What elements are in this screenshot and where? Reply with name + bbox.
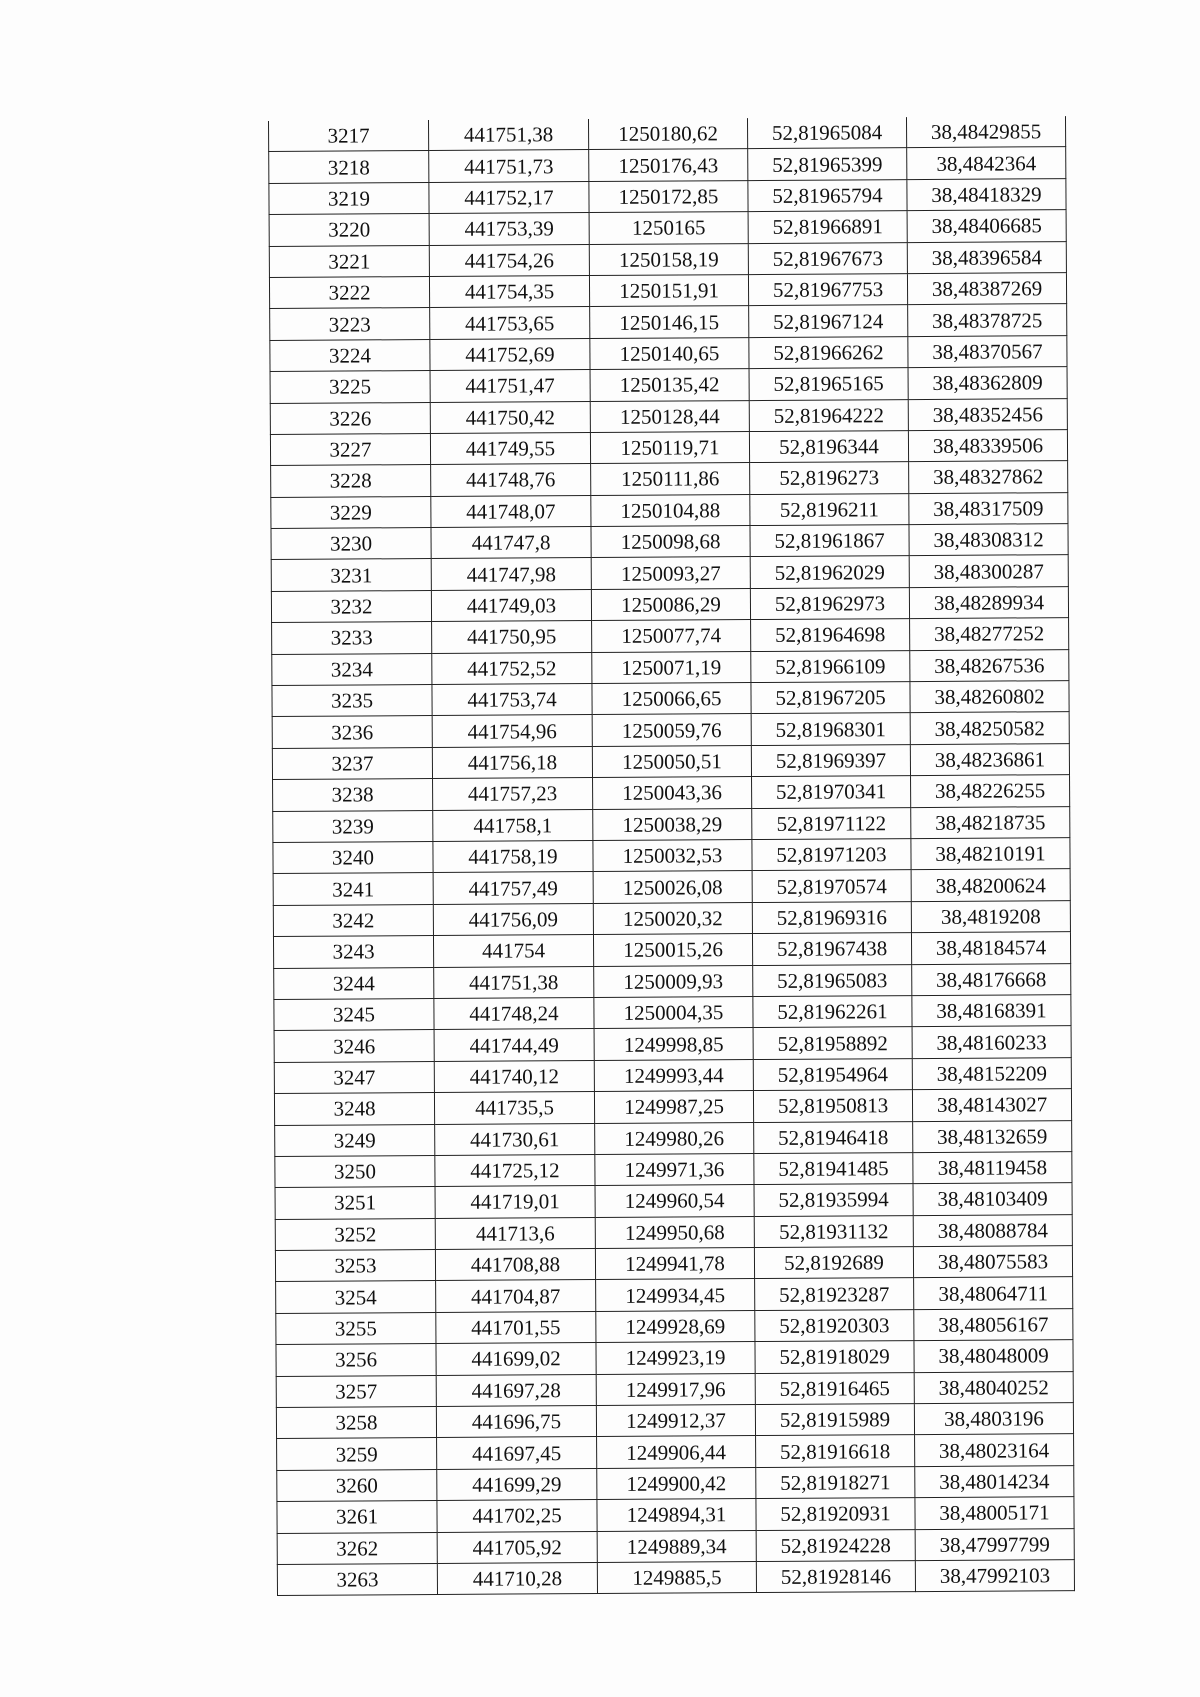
longitude-cell: 38,4819208 <box>911 900 1070 932</box>
longitude-cell: 38,48040252 <box>914 1371 1073 1403</box>
x-coordinate-cell: 441753,39 <box>429 213 589 245</box>
y-coordinate-cell: 1249993,44 <box>594 1059 753 1091</box>
latitude-cell: 52,81967124 <box>749 305 908 337</box>
latitude-cell: 52,81918271 <box>756 1466 915 1498</box>
latitude-cell: 52,81920931 <box>756 1498 915 1530</box>
table-row <box>275 1183 1072 1219</box>
x-coordinate-cell: 441750,95 <box>432 621 592 653</box>
x-coordinate-cell: 441750,42 <box>430 401 590 433</box>
x-coordinate-cell: 441748,76 <box>431 464 591 496</box>
table-row <box>276 1403 1073 1439</box>
latitude-cell: 52,81923287 <box>755 1278 914 1310</box>
x-coordinate-cell: 441751,47 <box>430 370 590 402</box>
latitude-cell: 52,81964698 <box>751 619 910 651</box>
y-coordinate-cell: 1249960,54 <box>595 1185 754 1217</box>
longitude-cell: 38,48387269 <box>907 273 1066 305</box>
longitude-cell: 38,48352456 <box>908 398 1067 430</box>
longitude-cell: 38,48075583 <box>913 1246 1072 1278</box>
point-number-cell: 3229 <box>271 496 431 528</box>
x-coordinate-cell: 441752,52 <box>432 652 592 684</box>
y-coordinate-cell: 1250135,42 <box>590 369 749 401</box>
point-number-cell: 3241 <box>273 873 433 905</box>
point-number-cell: 3262 <box>277 1532 437 1564</box>
point-number-cell: 3238 <box>273 779 433 811</box>
y-coordinate-cell: 1250119,71 <box>590 431 749 463</box>
point-number-cell: 3228 <box>271 465 431 497</box>
x-coordinate-cell: 441754 <box>433 935 593 967</box>
table-row <box>275 1151 1072 1187</box>
y-coordinate-cell: 1250093,27 <box>591 557 750 589</box>
table-row <box>273 775 1070 811</box>
y-coordinate-cell: 1250180,62 <box>588 118 747 150</box>
y-coordinate-cell: 1250165 <box>589 212 748 244</box>
point-number-cell: 3223 <box>270 308 430 340</box>
y-coordinate-cell: 1250032,53 <box>593 840 752 872</box>
longitude-cell: 38,47992103 <box>915 1560 1074 1592</box>
x-coordinate-cell: 441710,28 <box>437 1562 597 1594</box>
point-number-cell: 3239 <box>273 810 433 842</box>
y-coordinate-cell: 1249934,45 <box>596 1279 755 1311</box>
longitude-cell: 38,48160233 <box>912 1026 1071 1058</box>
longitude-cell: 38,48168391 <box>912 995 1071 1027</box>
table-row <box>269 210 1066 246</box>
longitude-cell: 38,48064711 <box>914 1277 1073 1309</box>
longitude-cell: 38,48103409 <box>913 1183 1072 1215</box>
x-coordinate-cell: 441752,69 <box>430 338 590 370</box>
point-number-cell: 3240 <box>273 841 433 873</box>
x-coordinate-cell: 441744,49 <box>434 1029 594 1061</box>
y-coordinate-cell: 1250104,88 <box>591 494 750 526</box>
point-number-cell: 3235 <box>272 685 432 717</box>
y-coordinate-cell: 1250077,74 <box>592 620 751 652</box>
point-number-cell: 3233 <box>272 622 432 654</box>
x-coordinate-cell: 441757,49 <box>433 872 593 904</box>
latitude-cell: 52,8192689 <box>754 1247 913 1279</box>
latitude-cell: 52,81969316 <box>752 901 911 933</box>
table-row <box>269 241 1066 277</box>
table-row <box>270 367 1067 403</box>
x-coordinate-cell: 441719,01 <box>435 1186 595 1218</box>
table-row <box>271 524 1068 560</box>
point-number-cell: 3234 <box>272 653 432 685</box>
y-coordinate-cell: 1250009,93 <box>594 965 753 997</box>
point-number-cell: 3243 <box>273 936 433 968</box>
latitude-cell: 52,81920303 <box>755 1309 914 1341</box>
x-coordinate-cell: 441701,55 <box>436 1311 596 1343</box>
latitude-cell: 52,81924228 <box>756 1529 915 1561</box>
table-row <box>273 869 1070 905</box>
latitude-cell: 52,81966109 <box>751 650 910 682</box>
table-row <box>269 147 1066 183</box>
longitude-cell: 38,48327862 <box>909 461 1068 493</box>
y-coordinate-cell: 1250146,15 <box>590 306 749 338</box>
latitude-cell: 52,8196344 <box>749 431 908 463</box>
latitude-cell: 52,81964222 <box>749 399 908 431</box>
table-row <box>277 1434 1074 1470</box>
longitude-cell: 38,48200624 <box>911 869 1070 901</box>
latitude-cell: 52,81954964 <box>753 1058 912 1090</box>
y-coordinate-cell: 1249971,36 <box>595 1153 754 1185</box>
longitude-cell: 38,48289934 <box>909 586 1068 618</box>
y-coordinate-cell: 1250158,19 <box>589 243 748 275</box>
longitude-cell: 38,48362809 <box>908 367 1067 399</box>
longitude-cell: 38,48370567 <box>908 335 1067 367</box>
table-row <box>270 398 1067 434</box>
x-coordinate-cell: 441748,07 <box>431 495 591 527</box>
longitude-cell: 38,48014234 <box>915 1465 1074 1497</box>
latitude-cell: 52,81969397 <box>751 744 910 776</box>
longitude-cell: 38,48218735 <box>911 806 1070 838</box>
y-coordinate-cell: 1249928,69 <box>596 1310 755 1342</box>
latitude-cell: 52,8196273 <box>750 462 909 494</box>
latitude-cell: 52,81915989 <box>755 1404 914 1436</box>
x-coordinate-cell: 441730,61 <box>435 1123 595 1155</box>
point-number-cell: 3222 <box>269 276 429 308</box>
x-coordinate-cell: 441753,74 <box>432 684 592 716</box>
x-coordinate-cell: 441708,88 <box>435 1249 595 1281</box>
y-coordinate-cell: 1250043,36 <box>593 777 752 809</box>
longitude-cell: 38,48418329 <box>907 178 1066 210</box>
latitude-cell: 52,81961867 <box>750 525 909 557</box>
y-coordinate-cell: 1249885,5 <box>597 1562 756 1594</box>
latitude-cell: 52,81967753 <box>748 274 907 306</box>
longitude-cell: 38,48406685 <box>907 210 1066 242</box>
point-number-cell: 3254 <box>276 1281 436 1313</box>
x-coordinate-cell: 441753,65 <box>430 307 590 339</box>
table-row <box>271 461 1068 497</box>
point-number-cell: 3221 <box>269 245 429 277</box>
table-row <box>271 555 1068 591</box>
x-coordinate-cell: 441752,17 <box>429 181 589 213</box>
latitude-cell: 52,81968301 <box>751 713 910 745</box>
table-row <box>273 838 1070 874</box>
latitude-cell: 52,81946418 <box>754 1121 913 1153</box>
latitude-cell: 52,81918029 <box>755 1341 914 1373</box>
point-number-cell: 3230 <box>271 528 431 560</box>
point-number-cell: 3249 <box>275 1124 435 1156</box>
y-coordinate-cell: 1250050,51 <box>592 745 751 777</box>
longitude-cell: 38,48339506 <box>908 430 1067 462</box>
longitude-cell: 38,48048009 <box>914 1340 1073 1372</box>
table-row <box>276 1277 1073 1313</box>
point-number-cell: 3232 <box>271 590 431 622</box>
longitude-cell: 38,48023164 <box>915 1434 1074 1466</box>
point-number-cell: 3224 <box>270 339 430 371</box>
latitude-cell: 52,81958892 <box>753 1027 912 1059</box>
x-coordinate-cell: 441754,96 <box>432 715 592 747</box>
table-row <box>273 900 1070 936</box>
point-number-cell: 3231 <box>271 559 431 591</box>
point-number-cell: 3219 <box>269 182 429 214</box>
table-row <box>274 1089 1071 1125</box>
x-coordinate-cell: 441699,02 <box>436 1343 596 1375</box>
point-number-cell: 3253 <box>275 1250 435 1282</box>
latitude-cell: 52,81950813 <box>753 1090 912 1122</box>
longitude-cell: 38,48308312 <box>909 524 1068 556</box>
table-row <box>273 932 1070 968</box>
latitude-cell: 52,81971122 <box>752 807 911 839</box>
table-row <box>275 1120 1072 1156</box>
point-number-cell: 3220 <box>269 214 429 246</box>
latitude-cell: 52,81941485 <box>754 1152 913 1184</box>
table-row <box>269 178 1066 214</box>
x-coordinate-cell: 441713,6 <box>435 1217 595 1249</box>
latitude-cell: 52,81967205 <box>751 682 910 714</box>
longitude-cell: 38,48056167 <box>914 1308 1073 1340</box>
y-coordinate-cell: 1249998,85 <box>594 1028 753 1060</box>
y-coordinate-cell: 1250098,68 <box>591 526 750 558</box>
x-coordinate-cell: 441696,75 <box>436 1406 596 1438</box>
x-coordinate-cell: 441748,24 <box>434 997 594 1029</box>
longitude-cell: 38,48429855 <box>906 116 1065 148</box>
point-number-cell: 3245 <box>274 998 434 1030</box>
table-row <box>271 586 1068 622</box>
point-number-cell: 3257 <box>276 1375 436 1407</box>
latitude-cell: 52,81965084 <box>747 117 906 149</box>
table-row <box>274 995 1071 1031</box>
longitude-cell: 38,48236861 <box>910 743 1069 775</box>
table-row <box>274 1057 1071 1093</box>
point-number-cell: 3252 <box>275 1218 435 1250</box>
x-coordinate-cell: 441699,29 <box>437 1468 597 1500</box>
longitude-cell: 38,47997799 <box>915 1528 1074 1560</box>
longitude-cell: 38,48152209 <box>912 1057 1071 1089</box>
latitude-cell: 52,81931132 <box>754 1215 913 1247</box>
x-coordinate-cell: 441756,09 <box>433 903 593 935</box>
table-row <box>272 712 1069 748</box>
table-row <box>270 430 1067 466</box>
longitude-cell: 38,48176668 <box>912 963 1071 995</box>
point-number-cell: 3218 <box>269 151 429 183</box>
y-coordinate-cell: 1250176,43 <box>589 149 748 181</box>
x-coordinate-cell: 441749,55 <box>430 432 590 464</box>
point-number-cell: 3260 <box>277 1469 437 1501</box>
longitude-cell: 38,48088784 <box>913 1214 1072 1246</box>
table-row <box>269 273 1066 309</box>
table-row <box>272 681 1069 717</box>
table-row <box>272 743 1069 779</box>
longitude-cell: 38,48226255 <box>911 775 1070 807</box>
longitude-cell: 38,48260802 <box>910 681 1069 713</box>
longitude-cell: 38,4842364 <box>907 147 1066 179</box>
point-number-cell: 3259 <box>277 1438 437 1470</box>
x-coordinate-cell: 441747,8 <box>431 527 591 559</box>
longitude-cell: 38,48132659 <box>913 1120 1072 1152</box>
x-coordinate-cell: 441735,5 <box>434 1092 594 1124</box>
table-row <box>276 1308 1073 1344</box>
point-number-cell: 3263 <box>277 1563 437 1595</box>
table-row <box>270 304 1067 340</box>
x-coordinate-cell: 441704,87 <box>436 1280 596 1312</box>
x-coordinate-cell: 441751,73 <box>429 150 589 182</box>
point-number-cell: 3246 <box>274 1030 434 1062</box>
table-row <box>270 335 1067 371</box>
x-coordinate-cell: 441754,26 <box>429 244 589 276</box>
y-coordinate-cell: 1250059,76 <box>592 714 751 746</box>
y-coordinate-cell: 1249906,44 <box>597 1436 756 1468</box>
longitude-cell: 38,48267536 <box>910 649 1069 681</box>
y-coordinate-cell: 1250140,65 <box>590 337 749 369</box>
point-number-cell: 3255 <box>276 1312 436 1344</box>
table-row <box>269 116 1066 152</box>
latitude-cell: 52,81967673 <box>748 242 907 274</box>
latitude-cell: 52,81967438 <box>752 933 911 965</box>
longitude-cell: 38,48005171 <box>915 1497 1074 1529</box>
y-coordinate-cell: 1250066,65 <box>592 683 751 715</box>
longitude-cell: 38,48277252 <box>910 618 1069 650</box>
table-row <box>274 963 1071 999</box>
x-coordinate-cell: 441747,98 <box>431 558 591 590</box>
x-coordinate-cell: 441697,28 <box>436 1374 596 1406</box>
point-number-cell: 3250 <box>275 1155 435 1187</box>
longitude-cell: 38,48396584 <box>907 241 1066 273</box>
longitude-cell: 38,4803196 <box>914 1403 1073 1435</box>
y-coordinate-cell: 1250151,91 <box>589 275 748 307</box>
latitude-cell: 52,81935994 <box>754 1184 913 1216</box>
latitude-cell: 52,81965083 <box>753 964 912 996</box>
longitude-cell: 38,48119458 <box>913 1151 1072 1183</box>
y-coordinate-cell: 1250020,32 <box>593 902 752 934</box>
longitude-cell: 38,48317509 <box>909 492 1068 524</box>
point-number-cell: 3258 <box>276 1407 436 1439</box>
latitude-cell: 52,81928146 <box>756 1561 915 1593</box>
table-row <box>275 1246 1072 1282</box>
x-coordinate-cell: 441697,45 <box>437 1437 597 1469</box>
coordinates-table-body <box>269 116 1075 1596</box>
latitude-cell: 52,81965794 <box>748 179 907 211</box>
point-number-cell: 3247 <box>274 1061 434 1093</box>
longitude-cell: 38,48250582 <box>910 712 1069 744</box>
x-coordinate-cell: 441758,1 <box>433 809 593 841</box>
table-row <box>275 1214 1072 1250</box>
y-coordinate-cell: 1249923,19 <box>596 1342 755 1374</box>
latitude-cell: 52,81966891 <box>748 211 907 243</box>
point-number-cell: 3226 <box>270 402 430 434</box>
y-coordinate-cell: 1250086,29 <box>591 588 750 620</box>
point-number-cell: 3242 <box>273 904 433 936</box>
y-coordinate-cell: 1250026,08 <box>593 871 752 903</box>
y-coordinate-cell: 1250172,85 <box>589 180 748 212</box>
latitude-cell: 52,81962029 <box>750 556 909 588</box>
latitude-cell: 52,81916618 <box>756 1435 915 1467</box>
table-row <box>272 649 1069 685</box>
latitude-cell: 52,81965399 <box>748 148 907 180</box>
longitude-cell: 38,48378725 <box>908 304 1067 336</box>
y-coordinate-cell: 1249950,68 <box>595 1216 754 1248</box>
table-row <box>277 1465 1074 1501</box>
latitude-cell: 52,81916465 <box>755 1372 914 1404</box>
x-coordinate-cell: 441725,12 <box>435 1154 595 1186</box>
point-number-cell: 3248 <box>274 1093 434 1125</box>
latitude-cell: 52,81962973 <box>750 587 909 619</box>
point-number-cell: 3227 <box>270 433 430 465</box>
x-coordinate-cell: 441757,23 <box>433 778 593 810</box>
table-row <box>272 618 1069 654</box>
latitude-cell: 52,81965165 <box>749 368 908 400</box>
y-coordinate-cell: 1250038,29 <box>593 808 752 840</box>
point-number-cell: 3225 <box>270 371 430 403</box>
point-number-cell: 3261 <box>277 1501 437 1533</box>
x-coordinate-cell: 441705,92 <box>437 1531 597 1563</box>
y-coordinate-cell: 1249980,26 <box>595 1122 754 1154</box>
longitude-cell: 38,48300287 <box>909 555 1068 587</box>
coordinates-table <box>268 116 1075 1596</box>
y-coordinate-cell: 1250128,44 <box>590 400 749 432</box>
x-coordinate-cell: 441751,38 <box>428 119 588 151</box>
y-coordinate-cell: 1250111,86 <box>591 463 750 495</box>
table-row <box>276 1371 1073 1407</box>
latitude-cell: 52,81962261 <box>753 996 912 1028</box>
x-coordinate-cell: 441749,03 <box>431 589 591 621</box>
y-coordinate-cell: 1250015,26 <box>593 934 752 966</box>
x-coordinate-cell: 441754,35 <box>429 275 589 307</box>
y-coordinate-cell: 1249912,37 <box>596 1405 755 1437</box>
point-number-cell: 3251 <box>275 1187 435 1219</box>
x-coordinate-cell: 441702,25 <box>437 1500 597 1532</box>
y-coordinate-cell: 1249941,78 <box>595 1248 754 1280</box>
longitude-cell: 38,48143027 <box>912 1089 1071 1121</box>
longitude-cell: 38,48184574 <box>911 932 1070 964</box>
point-number-cell: 3237 <box>272 747 432 779</box>
x-coordinate-cell: 441751,38 <box>434 966 594 998</box>
table-row <box>274 1026 1071 1062</box>
latitude-cell: 52,8196211 <box>750 493 909 525</box>
point-number-cell: 3236 <box>272 716 432 748</box>
table-row <box>273 806 1070 842</box>
point-number-cell: 3256 <box>276 1344 436 1376</box>
x-coordinate-cell: 441756,18 <box>432 746 592 778</box>
y-coordinate-cell: 1250004,35 <box>594 996 753 1028</box>
table-row <box>277 1560 1074 1596</box>
y-coordinate-cell: 1249900,42 <box>597 1467 756 1499</box>
table-row <box>271 492 1068 528</box>
point-number-cell: 3217 <box>269 120 429 152</box>
latitude-cell: 52,81970574 <box>752 870 911 902</box>
x-coordinate-cell: 441758,19 <box>433 841 593 873</box>
latitude-cell: 52,81966262 <box>749 336 908 368</box>
point-number-cell: 3244 <box>274 967 434 999</box>
y-coordinate-cell: 1249894,31 <box>597 1499 756 1531</box>
table-row <box>276 1340 1073 1376</box>
table-row <box>277 1497 1074 1533</box>
latitude-cell: 52,81970341 <box>752 776 911 808</box>
longitude-cell: 38,48210191 <box>911 838 1070 870</box>
y-coordinate-cell: 1249917,96 <box>596 1373 755 1405</box>
y-coordinate-cell: 1250071,19 <box>592 651 751 683</box>
y-coordinate-cell: 1249889,34 <box>597 1530 756 1562</box>
table-row <box>277 1528 1074 1564</box>
x-coordinate-cell: 441740,12 <box>434 1060 594 1092</box>
y-coordinate-cell: 1249987,25 <box>594 1091 753 1123</box>
latitude-cell: 52,81971203 <box>752 839 911 871</box>
